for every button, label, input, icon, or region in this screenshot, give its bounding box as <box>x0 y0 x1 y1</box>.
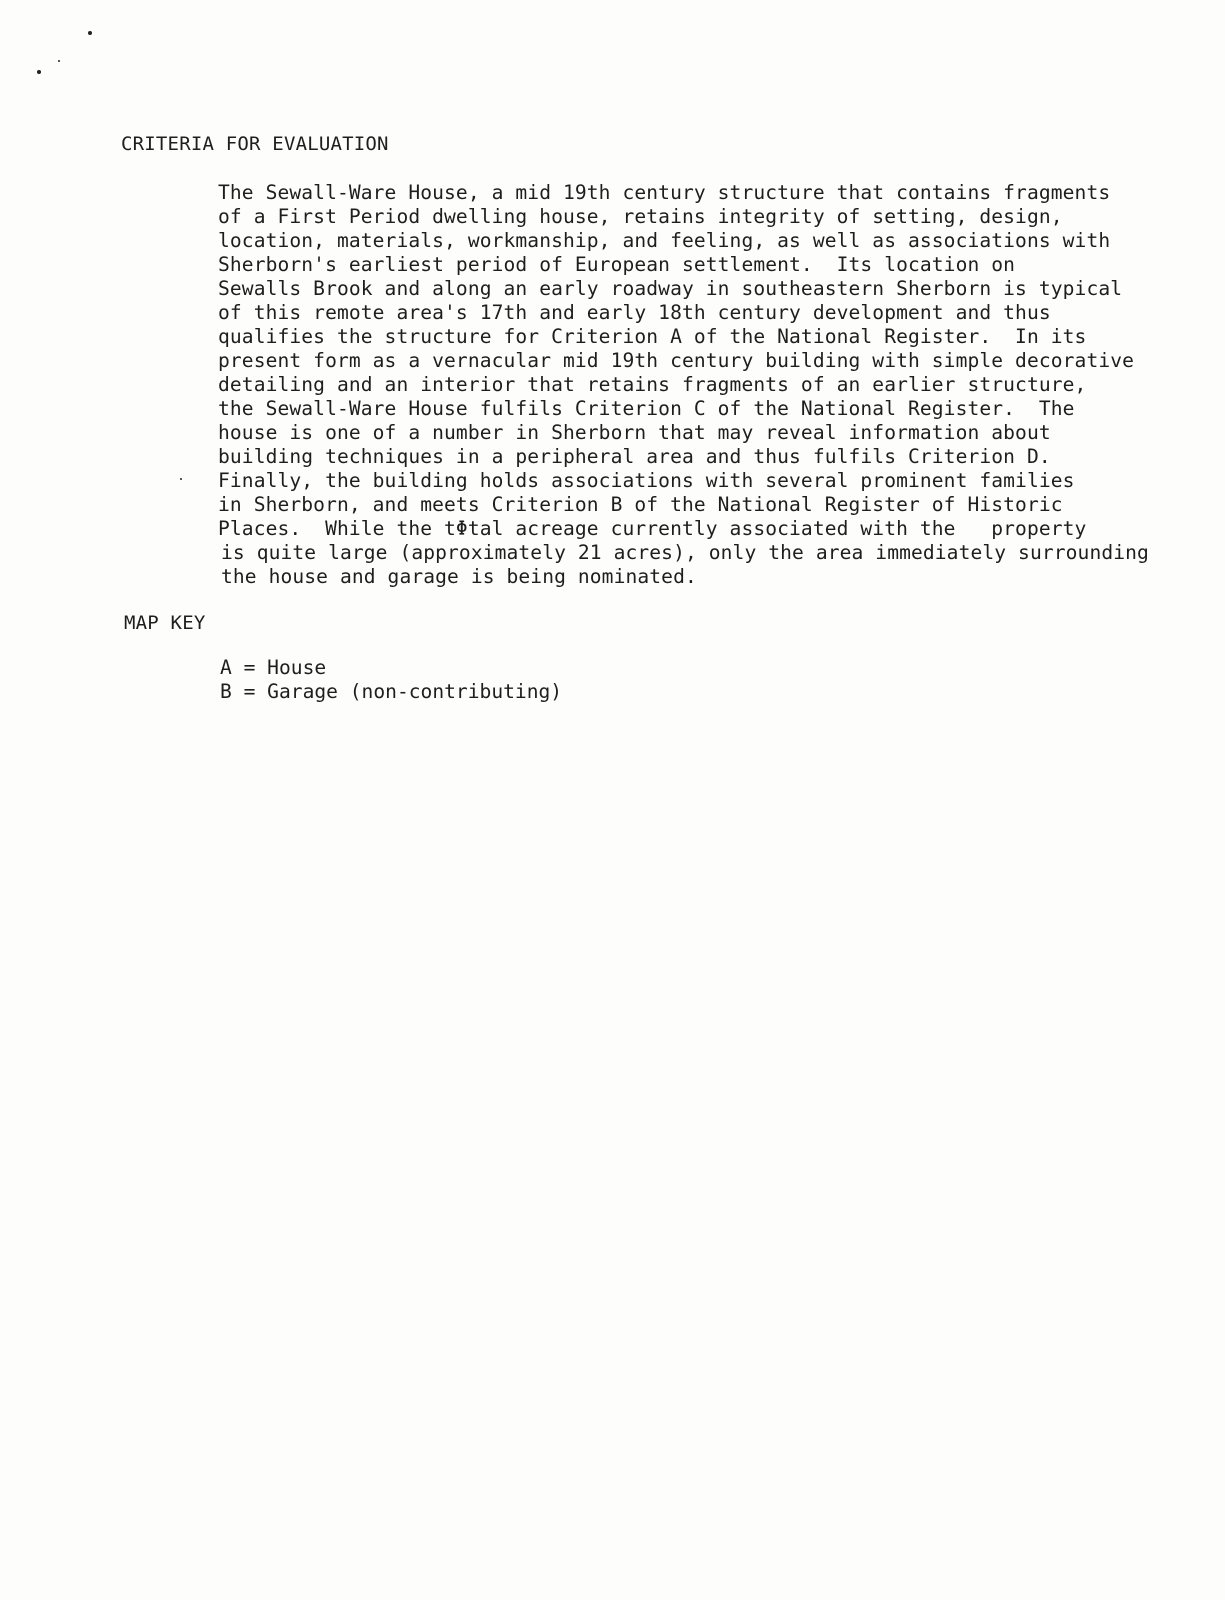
paragraph-line: detailing and an interior that retains fragments of an earlier structure, <box>218 373 1087 396</box>
paragraph-line: Sewalls Brook and along an early roadway in southeastern Sherborn is typical <box>218 277 1123 300</box>
ink-speck <box>37 70 41 74</box>
ink-speck <box>88 31 92 35</box>
paragraph-line: of this remote area's 17th and early 18th century development and thus <box>218 301 1051 324</box>
paragraph-line: the house and garage is being nominated. <box>221 565 697 588</box>
paragraph-line: of a First Period dwelling house, retains integrity of setting, design, <box>218 205 1063 228</box>
paragraph-line: the Sewall-Ware House fulfils Criterion C of the National Register. The <box>218 397 1075 420</box>
map-key-heading: MAP KEY <box>124 612 206 634</box>
paragraph-line: Finally, the building holds associations with several prominent families <box>218 469 1075 492</box>
paragraph-line: Places. While the tΦtal acreage currently associated with the property <box>218 517 1087 540</box>
paragraph-line: The Sewall-Ware House, a mid 19th century structure that contains fragments <box>218 181 1111 204</box>
paragraph-line: is quite large (approximately 21 acres), only the area immediately surrounding <box>221 541 1149 564</box>
paragraph-line: in Sherborn, and meets Criterion B of the National Register of Historic <box>218 493 1063 516</box>
paragraph-line: house is one of a number in Sherborn that may reveal information about <box>218 421 1051 444</box>
paragraph-line: location, materials, workmanship, and feeling, as well as associations with <box>218 229 1111 252</box>
map-key-item: B = Garage (non-contributing) <box>220 680 563 703</box>
paragraph-line: qualifies the structure for Criterion A of the National Register. In its <box>218 325 1087 348</box>
paragraph-line: present form as a vernacular mid 19th century building with simple decorative <box>218 349 1135 372</box>
criteria-heading: CRITERIA FOR EVALUATION <box>121 133 389 155</box>
paragraph-line: Sherborn's earliest period of European settlement. Its location on <box>218 253 1016 276</box>
paragraph-line: building techniques in a peripheral area and thus fulfils Criterion D. <box>218 445 1051 468</box>
ink-speck <box>58 60 60 62</box>
ink-speck <box>180 478 182 480</box>
map-key-item: A = House <box>220 656 327 679</box>
